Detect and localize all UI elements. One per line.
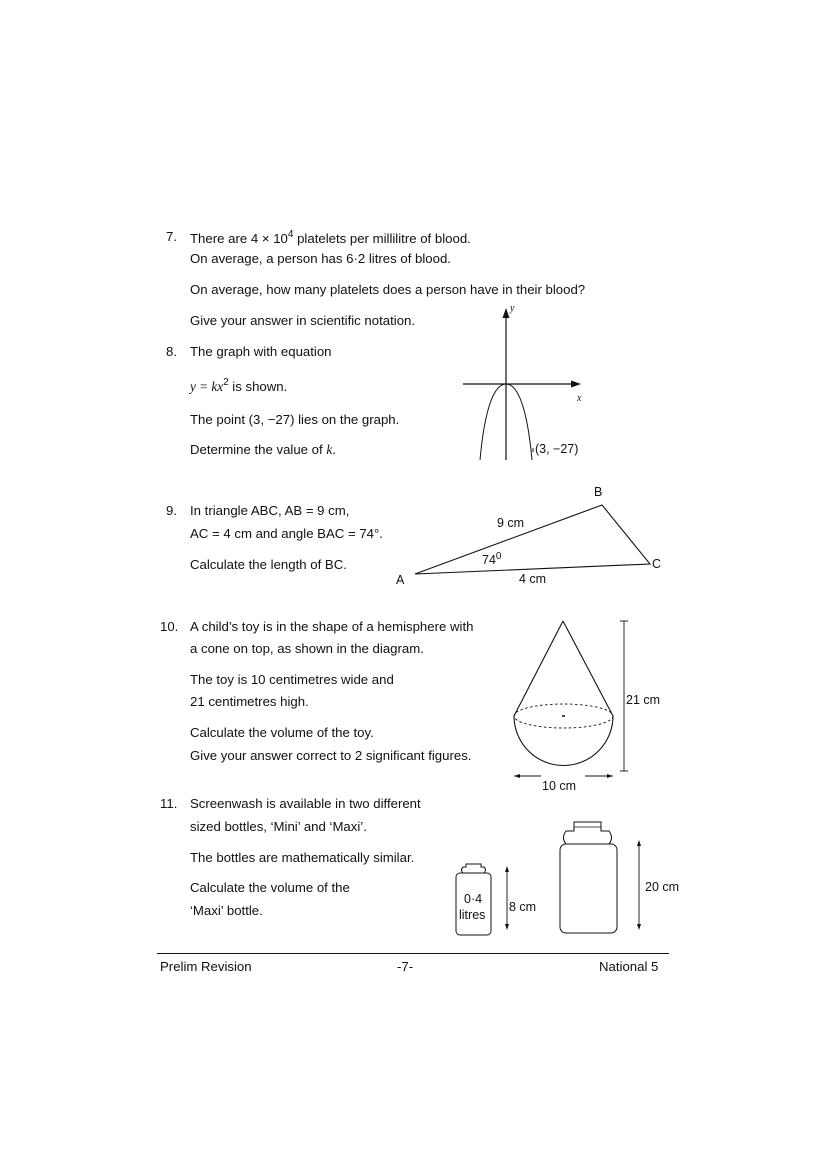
width-arrow-left xyxy=(514,774,520,778)
footer-rule xyxy=(157,953,669,954)
vertex-b-label: B xyxy=(594,485,603,499)
side-ac-label: 4 cm xyxy=(519,572,547,586)
mini-height-label: 8 cm xyxy=(509,900,537,914)
q8-number: 8. xyxy=(166,344,177,359)
mini-arrow-top xyxy=(505,866,509,872)
q10-line-2: a cone on top, as shown in the diagram. xyxy=(190,641,424,656)
q7-instruction: Give your answer in scientific notation. xyxy=(190,313,416,328)
width-arrow-right xyxy=(607,774,613,778)
toy-width-label: 10 cm xyxy=(542,779,577,793)
q7-number: 7. xyxy=(166,229,177,244)
q9-number: 9. xyxy=(166,503,177,518)
cone-right-edge xyxy=(563,621,613,716)
maxi-arrow-top xyxy=(637,840,641,846)
mini-arrow-bottom xyxy=(505,924,509,930)
q7-exponent: 4 xyxy=(287,229,294,240)
y-axis-arrow xyxy=(503,308,510,318)
q10-line-1: A child’s toy is in the shape of a hemisphere with xyxy=(190,619,474,634)
footer-page-number: -7- xyxy=(397,959,414,974)
q8-equation: $y = kx^2$ is shown. xyxy=(190,377,288,394)
x-axis-arrow xyxy=(571,381,581,388)
q11-line-5: ‘Maxi’ bottle. xyxy=(190,903,263,918)
graph-y-label: y xyxy=(510,303,515,314)
q8-line-3: The point (3, −27) lies on the graph. xyxy=(190,412,400,427)
toy-height-label: 21 cm xyxy=(626,693,661,707)
q9-line-2: AC = 4 cm and angle BAC = 74°. xyxy=(190,526,383,541)
q10-line-4: 21 centimetres high. xyxy=(190,694,309,709)
angle-a-label: $74^0$ xyxy=(482,551,502,567)
maxi-bottle xyxy=(560,822,641,933)
q11-line-1: Screenwash is available in two different xyxy=(190,796,421,811)
q9-line-3: Calculate the length of BC. xyxy=(190,557,347,572)
maxi-bottle-body xyxy=(560,844,617,933)
hemisphere-outline xyxy=(514,716,613,766)
graph-x-label: x xyxy=(577,393,582,404)
q8-line-4: Determine the value of k. xyxy=(190,442,336,457)
footer-right: National 5 xyxy=(599,959,659,974)
q8-line-1: The graph with equation xyxy=(190,344,332,359)
cone-left-edge xyxy=(514,621,563,716)
q7-question: On average, how many platelets does a person have in their blood? xyxy=(190,282,586,297)
q11-number: 11. xyxy=(160,796,178,811)
q7-line-2: On average, a person has 6·2 litres of blood. xyxy=(190,251,451,266)
q10-line-3: The toy is 10 centimetres wide and xyxy=(190,672,394,687)
q11-line-3: The bottles are mathematically similar. xyxy=(190,850,415,865)
triangle-outline xyxy=(415,505,650,574)
q11-line-2: sized bottles, ‘Mini’ and ‘Maxi’. xyxy=(190,819,367,834)
maxi-height-label: 20 cm xyxy=(645,880,680,894)
graph-point-label: (3, −27) xyxy=(535,442,579,456)
mini-bottle-cap xyxy=(462,864,486,873)
mini-volume-label: 0·4 xyxy=(464,892,483,906)
q10-number: 10. xyxy=(160,619,179,634)
side-ab-label: 9 cm xyxy=(497,516,525,530)
maxi-arrow-bottom xyxy=(637,924,641,930)
mini-volume-unit: litres xyxy=(459,908,486,922)
q10-line-6: Give your answer correct to 2 significant figures. xyxy=(190,748,472,763)
vertex-a-label: A xyxy=(396,573,405,587)
footer-left: Prelim Revision xyxy=(160,959,252,974)
q11-line-4: Calculate the volume of the xyxy=(190,880,350,895)
parabola-graph xyxy=(455,300,605,465)
q10-line-5: Calculate the volume of the toy. xyxy=(190,725,374,740)
q7-line-1: There are $4 \times 10^4$ platelets per millilitre of blood. xyxy=(190,229,471,246)
vertex-c-label: C xyxy=(652,557,662,571)
q9-line-1: In triangle ABC, AB = 9 cm, xyxy=(190,503,350,518)
cone-hemisphere-diagram xyxy=(505,615,645,785)
maxi-bottle-cap xyxy=(564,822,612,844)
